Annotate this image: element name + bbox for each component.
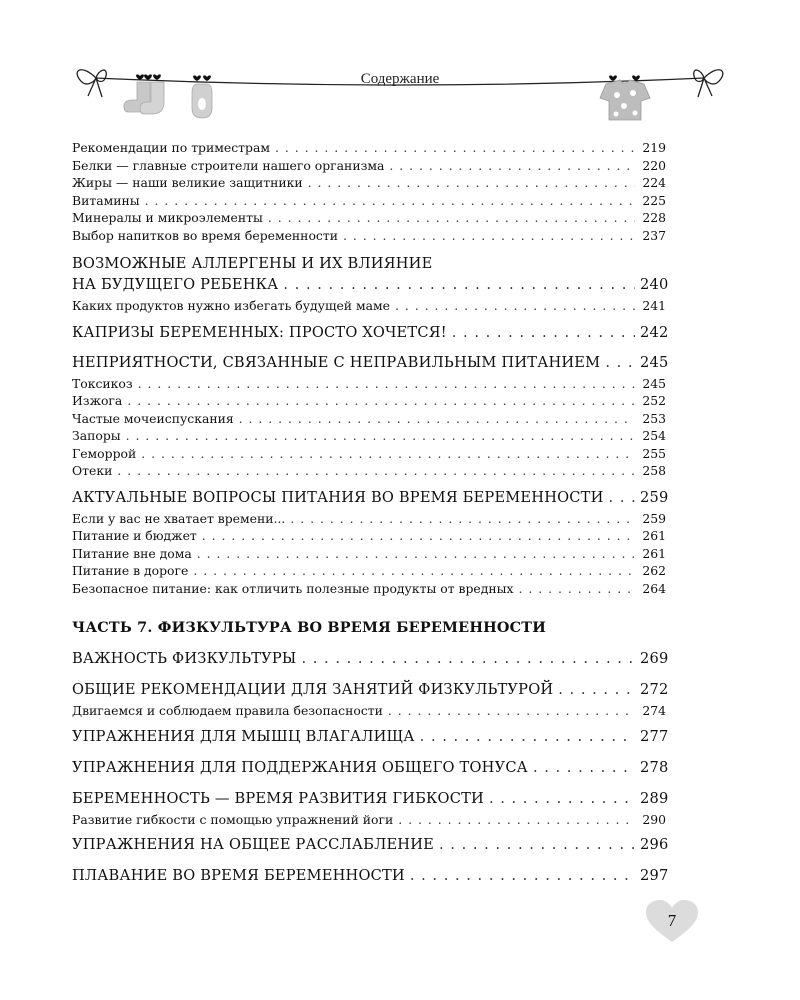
leader-dots: [343, 227, 635, 245]
toc-entry: [72, 445, 666, 463]
toc-entry: [72, 427, 666, 445]
toc-entry-page: 254: [642, 428, 666, 443]
toc-entry-label: Если у вас не хватает времени...: [72, 510, 286, 526]
toc-heading-label: УПРАЖНЕНИЯ НА ОБЩЕЕ РАССЛАБЛЕНИЕ: [72, 836, 435, 853]
toc-heading: [72, 679, 669, 700]
toc-heading-page: 242: [640, 323, 669, 341]
toc-heading-line: ВОЗМОЖНЫЕ АЛЛЕРГЕНЫ И ИХ ВЛИЯНИЕ: [72, 255, 433, 272]
toc-heading-label: УПРАЖНЕНИЯ ДЛЯ МЫШЦ ВЛАГАЛИЩА: [72, 727, 415, 745]
clothesline-illustration: [0, 0, 800, 130]
toc-heading-label: КАПРИЗЫ БЕРЕМЕННЫХ: ПРОСТО ХОЧЕТСЯ!: [72, 323, 447, 341]
toc-entry-page: 241: [642, 298, 666, 313]
toc-entry-label: Безопасное питание: как отличить полезные продукты от вредных: [72, 580, 514, 596]
leader-dots: [388, 702, 635, 720]
toc-heading: [72, 648, 669, 669]
toc-heading: [72, 726, 669, 747]
toc-entry-label: Питание и бюджет: [72, 528, 197, 543]
toc-entry-page: 258: [642, 463, 666, 478]
leader-dots: [117, 462, 635, 480]
running-header-title: Содержание: [360, 71, 440, 87]
leader-dots: [609, 487, 635, 508]
leader-dots: [605, 352, 635, 373]
leader-dots: [301, 648, 635, 669]
toc-section-general: [72, 679, 669, 720]
toc-entry: [72, 527, 666, 545]
toc-entry: [72, 562, 666, 580]
toc-heading-label: ОБЩИЕ РЕКОМЕНДАЦИИ ДЛЯ ЗАНЯТИЙ ФИЗКУЛЬТУРОЙ: [72, 681, 554, 698]
toc-entry-label: Минералы и микроэлементы: [72, 210, 263, 225]
toc-heading: [72, 865, 669, 886]
toc-entry-page: 274: [642, 703, 666, 718]
toc-heading-page: 245: [640, 353, 669, 371]
leader-dots: [558, 679, 635, 700]
toc-entry: [72, 192, 666, 210]
toc-entry: [72, 580, 666, 598]
toc-entry: [72, 702, 666, 720]
toc-entry-label: Белки — главные строители нашего организма: [72, 157, 385, 173]
toc-entry-page: 261: [642, 545, 666, 561]
toc-heading-label: УПРАЖНЕНИЯ ДЛЯ ПОДДЕРЖАНИЯ ОБЩЕГО ТОНУСА: [72, 758, 528, 776]
toc-entry-page: 219: [642, 140, 666, 155]
leader-dots: [489, 788, 635, 809]
toc-entry-label: Питание в дороге: [72, 563, 189, 578]
leader-dots: [145, 192, 635, 210]
leader-dots: [308, 174, 635, 192]
toc-entry-label: Запоры: [72, 428, 121, 443]
toc-heading-page: 240: [640, 276, 669, 293]
table-of-contents: [72, 139, 669, 886]
toc-entry-page: 237: [642, 227, 666, 243]
toc-heading-page: 269: [640, 650, 669, 667]
leader-dots: [283, 274, 635, 295]
toc-entry-label: Отеки: [72, 463, 113, 478]
toc-entry: [72, 157, 666, 175]
leader-dots: [197, 545, 635, 563]
part-heading: ЧАСТЬ 7. ФИЗКУЛЬТУРА ВО ВРЕМЯ БЕРЕМЕННОСТИ: [72, 619, 547, 636]
toc-heading-label: ВАЖНОСТЬ ФИЗКУЛЬТУРЫ: [72, 650, 297, 667]
toc-entry-label: Жиры — наши великие защитники: [72, 175, 303, 190]
toc-entry: [72, 174, 666, 192]
toc-entry: [72, 375, 666, 393]
toc-entry-page: 224: [642, 175, 666, 190]
toc-heading-page: 296: [640, 836, 669, 853]
toc-heading-page: 297: [640, 867, 669, 884]
toc-entry-page: 225: [642, 192, 666, 208]
toc-entry-page: 259: [642, 510, 666, 526]
leader-dots: [193, 562, 635, 580]
toc-entry-page: 261: [642, 528, 666, 543]
toc-section-flexibility: [72, 788, 669, 829]
toc-entry-label: Питание вне дома: [72, 545, 192, 561]
leader-dots: [389, 157, 635, 175]
toc-entry: [72, 392, 666, 410]
toc-entry-label: Развитие гибкости с помощью упражнений йоги: [72, 811, 394, 827]
toc-section-actual: [72, 487, 669, 598]
toc-heading: [72, 352, 669, 373]
leader-dots: [439, 834, 635, 855]
leader-dots: [398, 811, 635, 829]
toc-heading-page: 277: [640, 727, 669, 745]
toc-entry: [72, 227, 666, 245]
leader-dots: [410, 865, 635, 886]
toc-heading: [72, 834, 669, 855]
toc-entry: [72, 545, 666, 563]
toc-section-allergens: [72, 253, 669, 315]
toc-heading: [72, 322, 669, 343]
toc-entry-label: Рекомендации по триместрам: [72, 140, 270, 155]
toc-heading-label: БЕРЕМЕННОСТЬ — ВРЕМЯ РАЗВИТИЯ ГИБКОСТИ: [72, 789, 484, 807]
toc-entry-page: 253: [642, 410, 666, 426]
toc-entry: [72, 139, 666, 157]
leader-dots: [202, 527, 635, 545]
toc-heading-label: ПЛАВАНИЕ ВО ВРЕМЯ БЕРЕМЕННОСТИ: [72, 867, 405, 884]
leader-dots: [533, 757, 635, 778]
toc-entry-label: Токсикоз: [72, 375, 133, 391]
toc-entry-label: Изжога: [72, 393, 123, 408]
page-number: 7: [667, 911, 677, 930]
leader-dots: [127, 392, 635, 410]
toc-entry: [72, 811, 666, 829]
toc-heading-label: НЕПРИЯТНОСТИ, СВЯЗАННЫЕ С НЕПРАВИЛЬНЫМ ПИТАНИЕМ: [72, 353, 601, 371]
toc-entry-label: Двигаемся и соблюдаем правила безопасности: [72, 703, 383, 718]
leader-dots: [138, 375, 635, 393]
leader-dots: [518, 580, 635, 598]
toc-entry-page: 252: [642, 393, 666, 408]
toc-entry-page: 228: [642, 210, 666, 225]
leader-dots: [420, 726, 635, 747]
toc-entry: [72, 209, 666, 227]
toc-heading: [72, 274, 669, 295]
toc-entry-page: 245: [642, 375, 666, 391]
toc-group-nutrition: [72, 139, 666, 244]
toc-heading-page: 259: [640, 488, 669, 506]
toc-heading: [72, 757, 669, 778]
toc-entry-page: 262: [642, 563, 666, 578]
toc-entry: [72, 297, 666, 315]
leader-dots: [141, 445, 635, 463]
toc-entry-label: Частые мочеиспускания: [72, 410, 234, 426]
toc-entry: [72, 410, 666, 428]
leader-dots: [239, 410, 635, 428]
toc-entry-page: 255: [642, 445, 666, 461]
toc-entry-label: Каких продуктов нужно избегать будущей маме: [72, 298, 390, 313]
toc-entry-page: 290: [642, 811, 666, 827]
page-header: [0, 0, 800, 130]
leader-dots: [395, 297, 635, 315]
leader-dots: [268, 209, 635, 227]
toc-heading-label: НА БУДУЩЕГО РЕБЕНКА: [72, 276, 279, 293]
toc-section-troubles: [72, 352, 669, 480]
leader-dots: [290, 510, 635, 528]
toc-heading-label: АКТУАЛЬНЫЕ ВОПРОСЫ ПИТАНИЯ ВО ВРЕМЯ БЕРЕМЕННОСТИ: [72, 488, 604, 506]
toc-heading-page: 278: [640, 758, 669, 776]
toc-entry-label: Витамины: [72, 192, 140, 208]
toc-entry-page: 264: [642, 580, 666, 596]
toc-heading: [72, 487, 669, 508]
toc-heading-page: 272: [640, 681, 669, 698]
toc-entry: [72, 462, 666, 480]
toc-heading: [72, 788, 669, 809]
leader-dots: [275, 139, 635, 157]
leader-dots: [452, 322, 635, 343]
page-number-badge: [645, 900, 699, 944]
toc-entry-label: Геморрой: [72, 445, 137, 461]
toc-heading-page: 289: [640, 789, 669, 807]
toc-entry-label: Выбор напитков во время беременности: [72, 227, 338, 243]
toc-entry: [72, 510, 666, 528]
leader-dots: [126, 427, 635, 445]
toc-entry-page: 220: [642, 157, 666, 173]
